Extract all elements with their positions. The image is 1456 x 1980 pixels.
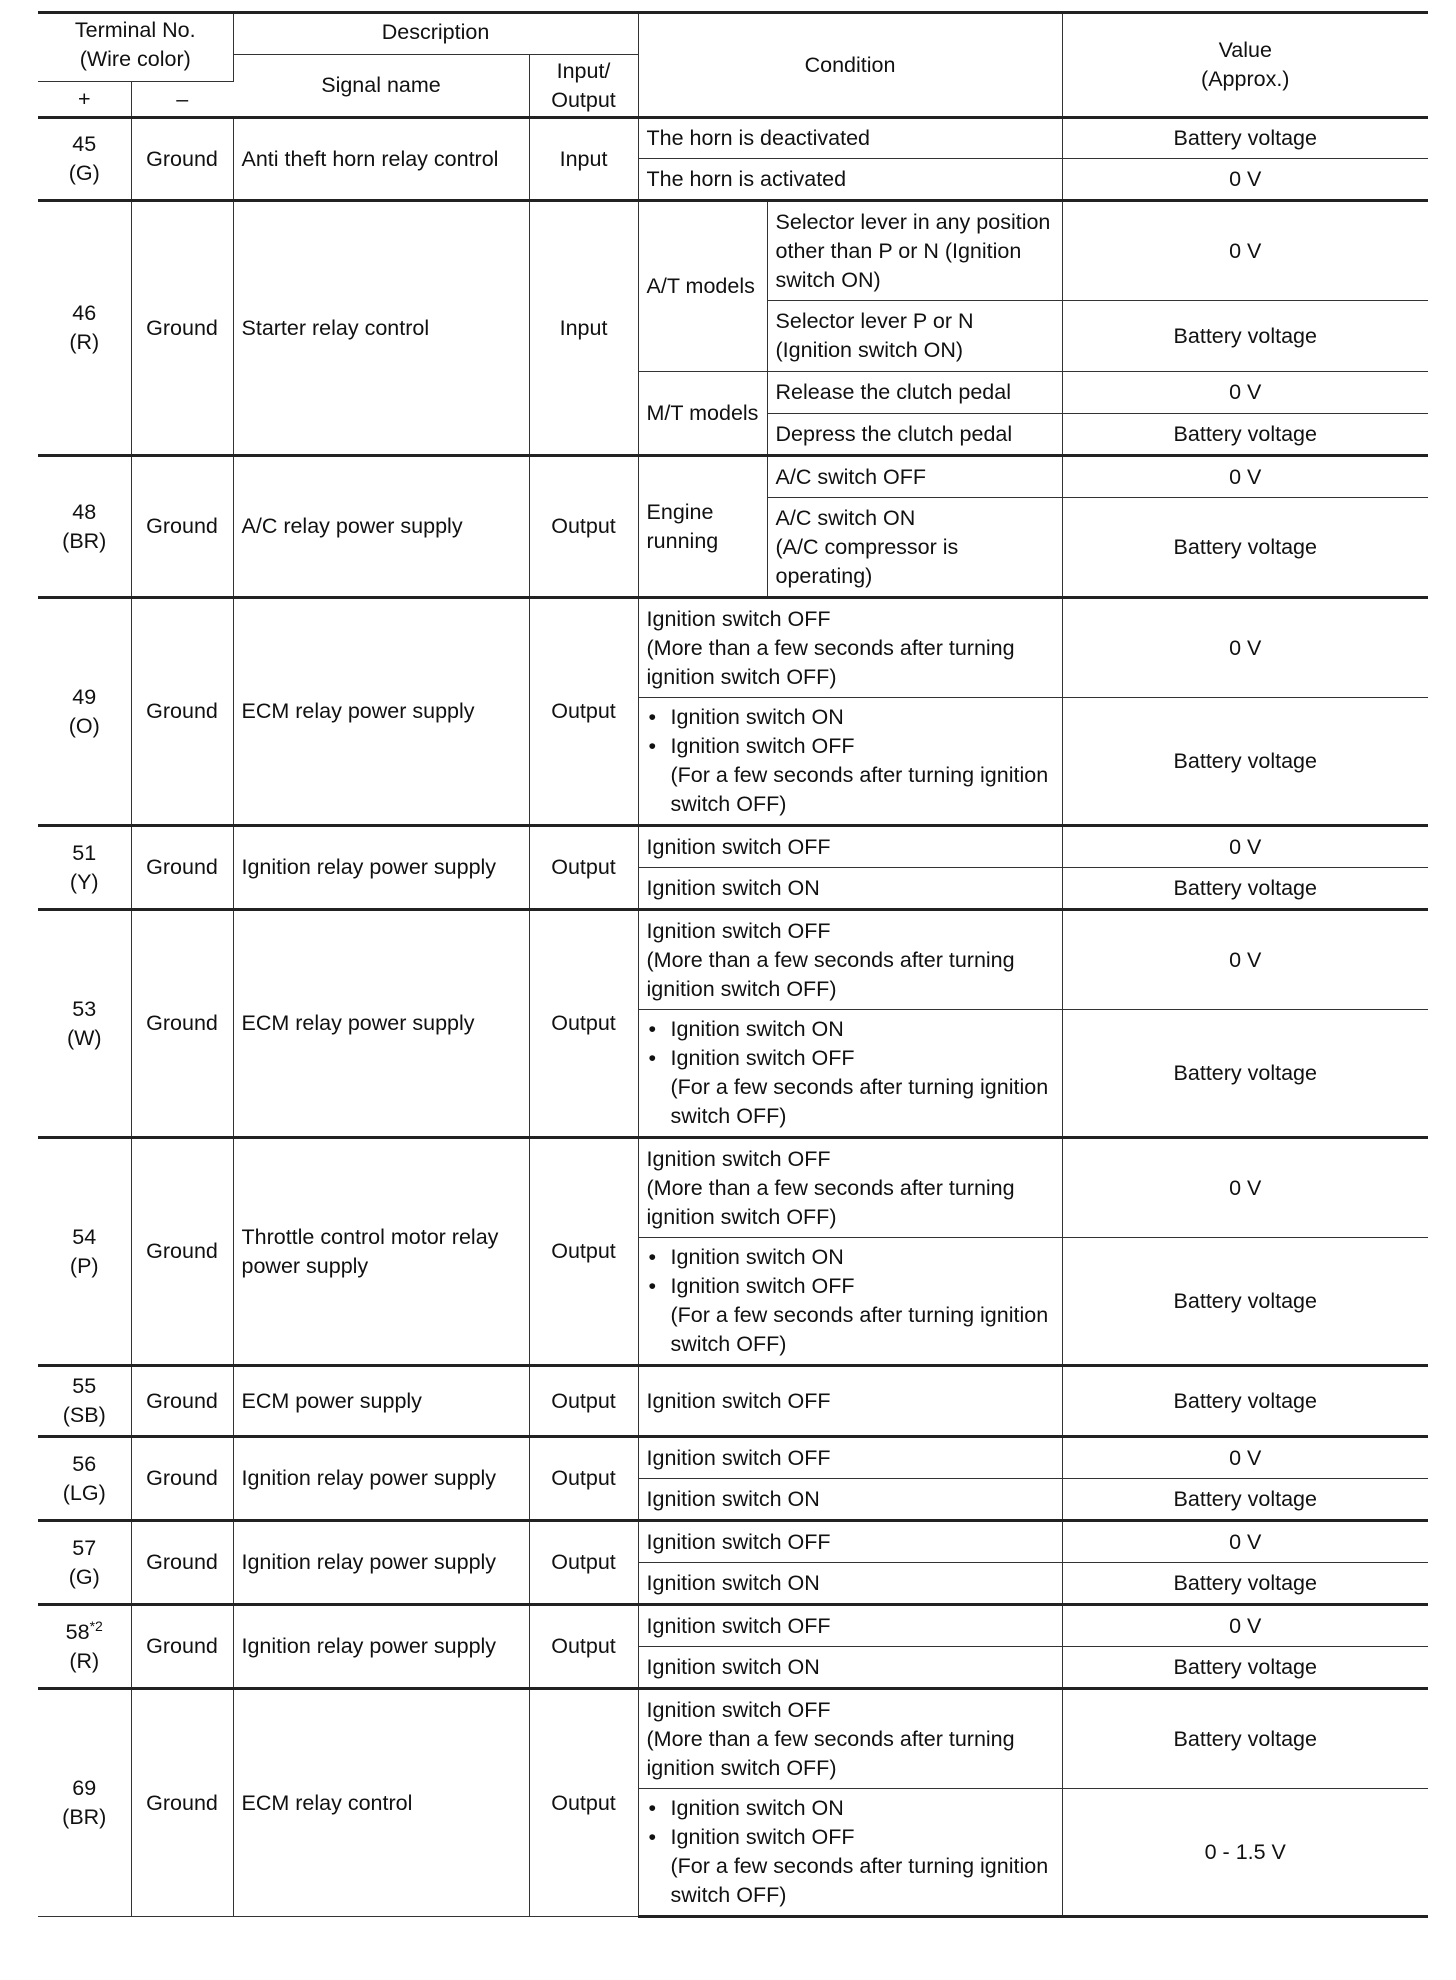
signal-name-cell: ECM power supply (233, 1366, 529, 1437)
condition-cell (638, 1138, 1062, 1238)
io-cell: Input (529, 201, 638, 456)
value-cell: Battery voltage (1062, 118, 1428, 159)
terminal-number: 46 (72, 301, 97, 325)
signal-name-cell: ECM relay power supply (233, 910, 529, 1138)
value-cell: 0 V (1062, 372, 1428, 414)
table-header (38, 13, 1428, 118)
list-item (647, 1044, 1054, 1073)
value-label: Value (1218, 38, 1272, 62)
condition-cell (638, 698, 1062, 826)
condition-note: (For a few seconds after turning ignition switch OFF) (670, 1303, 1049, 1356)
ground-cell: Ground (131, 910, 233, 1138)
condition-note: (For a few seconds after turning ignition switch OFF) (670, 763, 1049, 816)
value-cell: Battery voltage (1062, 1479, 1428, 1521)
table-row (38, 1437, 1428, 1479)
ground-cell: Ground (131, 826, 233, 910)
value-cell: 0 V (1062, 910, 1428, 1010)
io-cell: Output (529, 1521, 638, 1605)
condition-cell (638, 1789, 1062, 1917)
condition-cell: A/C switch OFF (767, 456, 1062, 498)
value-cell: 0 V (1062, 826, 1428, 868)
condition-cell: Ignition switch ON (638, 1479, 1062, 1521)
model-cell-at: A/T models (638, 201, 767, 372)
description-header: Description (233, 13, 638, 55)
value-header (1062, 13, 1428, 118)
terminal-number-cell (38, 910, 131, 1138)
list-item: • Ignition switch ON (647, 1243, 1054, 1272)
terminal-number-cell (38, 456, 131, 598)
condition-cell: Ignition switch ON (638, 868, 1062, 910)
value-cell: Battery voltage (1062, 868, 1428, 910)
condition-note: (More than a few seconds after turning ignition switch OFF) (646, 947, 1015, 1001)
terminal-number: 51 (72, 840, 97, 865)
condition-list (647, 1794, 1054, 1852)
condition-list (647, 1015, 1054, 1073)
terminal-number: 58 (65, 1619, 90, 1644)
terminal-number-cell (38, 1366, 131, 1437)
value-cell: 0 V (1062, 1605, 1428, 1647)
value-cell: Battery voltage (1062, 301, 1428, 372)
condition-line: Ignition switch OFF (646, 606, 831, 631)
wire-color: (P) (69, 1253, 99, 1278)
condition-cell: Ignition switch ON (638, 1647, 1062, 1689)
plus-header: + (38, 82, 131, 118)
condition-note: (More than a few seconds after turning ignition switch OFF) (646, 1175, 1015, 1229)
ground-cell: Ground (131, 201, 233, 456)
condition-cell (638, 1238, 1062, 1366)
condition-note: (For a few seconds after turning ignition switch OFF) (670, 1854, 1049, 1907)
ground-cell: Ground (131, 1138, 233, 1366)
value-cell: 0 V (1062, 159, 1428, 201)
terminal-number: 45 (72, 132, 97, 156)
terminal-number-cell (38, 1138, 131, 1366)
value-cell: Battery voltage (1062, 1689, 1428, 1789)
condition-cell (638, 1689, 1062, 1789)
condition-cell: Ignition switch OFF (638, 1437, 1062, 1479)
condition-cell (638, 1010, 1062, 1138)
table-row (38, 1689, 1428, 1789)
wire-color: (BR) (62, 528, 107, 553)
table-row (38, 456, 1428, 498)
value-cell: Battery voltage (1062, 698, 1428, 826)
terminal-number: 54 (72, 1224, 97, 1249)
io-cell: Output (529, 1689, 638, 1917)
terminal-number: 56 (72, 1451, 97, 1476)
signal-name-cell: Throttle control motor relay power supply (233, 1138, 529, 1366)
condition-cell: Selector lever P or N (Ignition switch ON) (767, 301, 1062, 372)
value-cell: 0 V (1062, 456, 1428, 498)
condition-header: Condition (638, 13, 1062, 118)
signal-name-cell: Ignition relay power supply (233, 1437, 529, 1521)
approx-label: (Approx.) (1201, 67, 1290, 91)
table-body (38, 118, 1428, 1917)
condition-list (647, 1243, 1054, 1301)
condition-list (647, 703, 1054, 761)
condition-cell: Ignition switch OFF (638, 826, 1062, 868)
io-cell: Output (529, 456, 638, 598)
io-cell: Output (529, 1138, 638, 1366)
engine-running-cell: Engine running (638, 456, 767, 598)
value-cell: 0 V (1062, 1437, 1428, 1479)
signal-name-cell: ECM relay power supply (233, 598, 529, 826)
value-cell: 0 V (1062, 201, 1428, 301)
io-cell: Output (529, 1366, 638, 1437)
value-cell: 0 - 1.5 V (1062, 1789, 1428, 1917)
table-row (38, 1605, 1428, 1647)
table-row (38, 1138, 1428, 1238)
table-row (38, 826, 1428, 868)
condition-cell: Ignition switch OFF (638, 1605, 1062, 1647)
input-label: Input/ (556, 58, 611, 83)
condition-line: Ignition switch OFF (646, 1146, 831, 1171)
condition-line: A/C switch ON (775, 505, 916, 530)
io-cell: Output (529, 598, 638, 826)
condition-line: Ignition switch OFF (670, 1274, 855, 1298)
terminal-number-cell (38, 826, 131, 910)
terminal-number: 49 (72, 684, 97, 709)
table-row (38, 1366, 1428, 1437)
terminal-number: 57 (72, 1535, 97, 1560)
condition-cell: Ignition switch OFF (638, 1521, 1062, 1563)
signal-name-cell: ECM relay control (233, 1689, 529, 1917)
condition-note: (For a few seconds after turning ignition switch OFF) (670, 1075, 1049, 1128)
io-cell: Input (529, 118, 638, 201)
signal-name-cell: Ignition relay power supply (233, 826, 529, 910)
condition-cell: The horn is activated (638, 159, 1062, 201)
terminal-no-header (38, 13, 233, 82)
table-row (38, 598, 1428, 698)
condition-cell (767, 498, 1062, 598)
condition-cell: Selector lever in any position other than P or N (Ignition switch ON) (767, 201, 1062, 301)
value-cell: 0 V (1062, 598, 1428, 698)
wire-color: (R) (69, 330, 100, 354)
list-item (647, 732, 1054, 761)
condition-line: Ignition switch OFF (670, 1825, 855, 1849)
input-output-header (529, 55, 638, 118)
value-cell: Battery voltage (1062, 1366, 1428, 1437)
condition-line: Ignition switch OFF (646, 918, 831, 943)
io-cell: Output (529, 826, 638, 910)
terminal-number-cell (38, 598, 131, 826)
condition-cell: Depress the clutch pedal (767, 414, 1062, 456)
ground-cell: Ground (131, 598, 233, 826)
condition-cell: Ignition switch OFF (638, 1366, 1062, 1437)
condition-line: Ignition switch OFF (670, 1046, 855, 1070)
minus-header: – (131, 82, 233, 118)
condition-cell (638, 598, 1062, 698)
wire-color: (R) (69, 1648, 100, 1673)
ground-cell: Ground (131, 456, 233, 598)
list-item (647, 1823, 1054, 1852)
wire-color: (BR) (62, 1805, 107, 1829)
condition-note: (A/C compressor is operating) (775, 534, 959, 588)
terminal-table-container (38, 11, 1428, 1918)
table-row (38, 118, 1428, 159)
terminal-number: 55 (72, 1374, 97, 1398)
value-cell: Battery voltage (1062, 414, 1428, 456)
table-row (38, 201, 1428, 301)
value-cell: Battery voltage (1062, 1647, 1428, 1689)
model-cell-mt: M/T models (638, 372, 767, 456)
ground-cell: Ground (131, 1689, 233, 1917)
condition-line: Ignition switch OFF (670, 734, 855, 758)
wire-color: (SB) (62, 1403, 106, 1427)
value-cell: 0 V (1062, 1521, 1428, 1563)
terminal-no-label: Terminal No. (74, 18, 196, 42)
terminal-number: 69 (72, 1776, 97, 1800)
signal-name-header: Signal name (233, 55, 529, 118)
io-cell: Output (529, 910, 638, 1138)
terminal-number-cell (38, 1437, 131, 1521)
condition-line: Ignition switch OFF (646, 1697, 831, 1722)
terminal-number: 53 (72, 996, 97, 1021)
wire-color: (Y) (69, 869, 99, 894)
table-row (38, 1521, 1428, 1563)
condition-cell: Ignition switch ON (638, 1563, 1062, 1605)
wire-color: (W) (66, 1025, 102, 1050)
value-cell: Battery voltage (1062, 1238, 1428, 1366)
footnote-mark: *2 (89, 1617, 103, 1634)
wire-color: (O) (68, 713, 100, 738)
signal-name-cell: Starter relay control (233, 201, 529, 456)
wire-color: (G) (68, 1564, 100, 1589)
ground-cell: Ground (131, 1521, 233, 1605)
condition-cell: Release the clutch pedal (767, 372, 1062, 414)
condition-cell: The horn is deactivated (638, 118, 1062, 159)
ground-cell: Ground (131, 1366, 233, 1437)
terminal-number: 48 (72, 499, 97, 524)
signal-name-cell: Ignition relay power supply (233, 1521, 529, 1605)
wire-color-label: (Wire color) (79, 47, 191, 71)
ecm-terminal-table (38, 11, 1428, 1918)
ground-cell: Ground (131, 1605, 233, 1689)
list-item (647, 1272, 1054, 1301)
list-item: • Ignition switch ON (647, 1794, 1054, 1823)
value-cell: Battery voltage (1062, 1563, 1428, 1605)
wire-color: (G) (68, 161, 100, 185)
io-cell: Output (529, 1437, 638, 1521)
signal-name-cell: A/C relay power supply (233, 456, 529, 598)
list-item: • Ignition switch ON (647, 703, 1054, 732)
list-item: • Ignition switch ON (647, 1015, 1054, 1044)
value-cell: Battery voltage (1062, 1010, 1428, 1138)
terminal-number-cell (38, 1521, 131, 1605)
ground-cell: Ground (131, 118, 233, 201)
io-cell: Output (529, 1605, 638, 1689)
condition-note: (More than a few seconds after turning ignition switch OFF) (646, 635, 1015, 689)
terminal-number-cell (38, 1605, 131, 1689)
output-label: Output (551, 87, 616, 112)
terminal-number-cell (38, 1689, 131, 1917)
value-cell: Battery voltage (1062, 498, 1428, 598)
terminal-number-cell (38, 201, 131, 456)
signal-name-cell: Anti theft horn relay control (233, 118, 529, 201)
table-row (38, 910, 1428, 1010)
condition-note: (More than a few seconds after turning ignition switch OFF) (646, 1726, 1015, 1780)
value-cell: 0 V (1062, 1138, 1428, 1238)
signal-name-cell: Ignition relay power supply (233, 1605, 529, 1689)
terminal-number-cell (38, 118, 131, 201)
wire-color: (LG) (62, 1480, 106, 1505)
ground-cell: Ground (131, 1437, 233, 1521)
condition-cell (638, 910, 1062, 1010)
